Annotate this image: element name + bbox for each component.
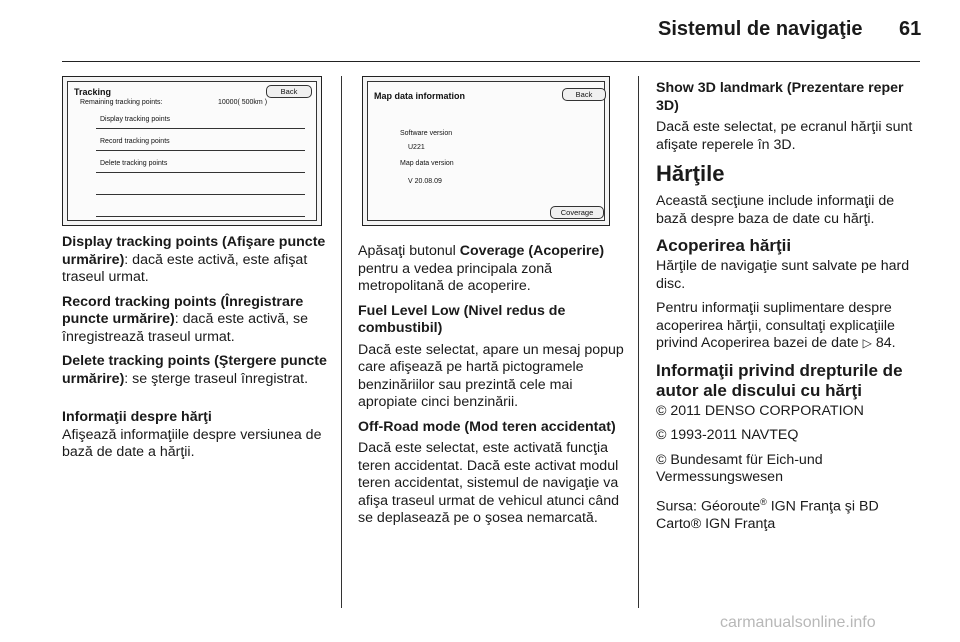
page-reference-arrow-icon: ▷ [862,336,872,350]
tracking-screen-title: Tracking [74,87,112,97]
paragraph [358,419,630,437]
software-version-value: U221 [408,144,425,151]
heading-maps: Hărţile [656,161,725,186]
heading-map-info: Informaţii despre hărţi [62,409,212,425]
column-2 [358,243,630,535]
definition-text: : dacă este activă, este afişat traseul urmat. [62,251,308,285]
coverage-button: Coverage [550,206,604,219]
body-text: IGN Franţa şi BD Carto® IGN Franţa [656,498,879,532]
body-text: Pentru informaţii suplimentare despre acoperirea hărţii, consultaţi explicaţiile privind Acoperirea bazei de date [656,300,895,351]
heading-fuel-level-low: Fuel Level Low (Nivel redus de combustibil) [358,302,566,336]
heading-off-road-mode: Off-Road mode (Mod teren accidentat) [358,418,616,435]
map-data-version-label: Map data version [400,160,454,167]
remaining-points-label: Remaining tracking points: [80,99,163,106]
paragraph: Pentru informaţii suplimentare despre acoperirea hărţii, consultaţi explicaţiile privind Acoperirea bazei de date ▷ 84. [656,300,896,351]
paragraph: Dacă este selectat, pe ecranul hărţii sunt afişate reperele în 3D. [656,119,913,153]
map-data-screen-figure [362,76,610,226]
body-text: Sursa: Géoroute [656,498,761,515]
copyright-line: © 1993-2011 NAVTEQ [656,427,799,443]
column-1 [62,234,334,469]
delete-tracking-points-row: Delete tracking points [96,156,305,173]
map-data-screen-frame [367,81,605,221]
term-delete-tracking: Delete tracking points (Ştergere puncte urmărire) [62,353,327,387]
column-divider [341,76,342,608]
heading-copyright: Informaţii privind drepturile de autor ale discului cu hărţi [656,360,903,400]
header-divider [62,61,920,62]
tracking-screen-frame [67,81,317,221]
copyright-line [656,494,924,534]
heading-show-3d-landmark: Show 3D landmark (Prezentare reper 3D) [656,80,904,114]
paragraph: Această secţiune include informaţii de bază despre baza de date cu hărţi. [656,193,895,227]
remaining-points-value: 10000( 500km ) [218,99,268,106]
paragraph [62,234,334,287]
paragraph [358,303,630,338]
paragraph: Afişează informaţiile despre versiunea de bază de date a hărţii. [62,426,322,460]
section-title: Sistemul de navigaţie [658,18,863,40]
paragraph [656,80,924,115]
paragraph: Dacă este selectat, apare un mesaj popup care afişează pe hartă pictogramele benzinăriilor sau prezintă cele mai apropiate cinci benzinării. [358,341,624,410]
display-tracking-points-row: Display tracking points [96,112,305,129]
software-version-label: Software version [400,130,453,137]
back-button: Back [562,88,606,101]
page-reference: 84 [875,335,892,351]
paragraph [358,243,630,296]
paragraph [62,294,334,347]
record-tracking-points-row: Record tracking points [96,134,305,151]
copyright-line: © 2011 DENSO CORPORATION [656,402,864,419]
map-data-version-value: V 20.08.09 [408,178,442,185]
paragraph: Dacă este selectat, este activată funcţia teren accidentat. Dacă este activat modul teren accidentat, sistemul de navigaţie va afişa traseul urmat de vehicul atunci când se deplasează pe o şosea nemarcată. [358,440,620,526]
column-3 [656,80,924,540]
empty-row [96,200,305,217]
heading-map-coverage: Acoperirea hărţii [656,236,792,255]
column-divider [638,76,639,608]
tracking-screen-figure [62,76,322,226]
empty-row [96,178,305,195]
watermark: carmanualsonline.info [720,614,876,631]
registered-mark: ® [760,496,767,507]
back-button: Back [266,85,312,98]
paragraph [62,409,334,427]
body-text: pentru a vedea principala zonă metropolitană de acoperire. [358,260,553,294]
term-record-tracking: Record tracking points (Înregistrare puncte urmărire) [62,293,304,327]
definition-text: : se şterge traseul înregistrat. [124,370,309,387]
term-coverage: Coverage (Acoperire) [459,243,605,259]
paragraph: Hărţile de navigaţie sunt salvate pe hard disc. [656,258,910,292]
definition-text: : dacă este activă, se înregistrează traseul urmat. [62,311,309,345]
map-data-screen-title: Map data information [374,91,466,101]
term-display-tracking: Display tracking points (Afişare puncte urmărire) [62,234,326,268]
paragraph [62,353,334,388]
body-text: Apăsaţi butonul [358,243,460,259]
copyright-line: © Bundesamt für Eich-und Vermessungswesen [656,451,823,485]
page-number: 61 [899,18,922,40]
